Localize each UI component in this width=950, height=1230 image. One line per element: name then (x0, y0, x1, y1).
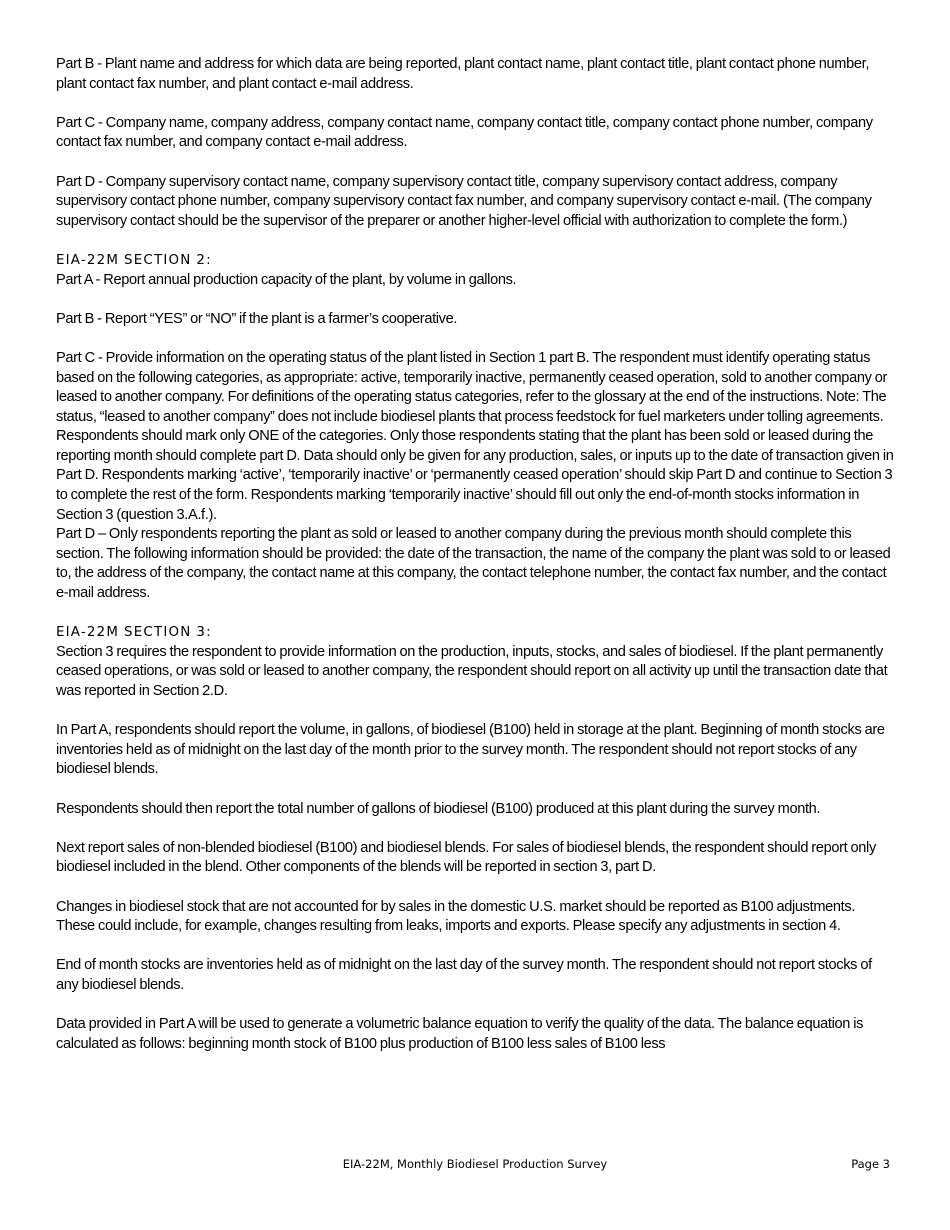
section3-paragraph: Next report sales of non-blended biodiesel (B100) and biodiesel blends. For sales of biodiesel blends, the respondent should report only biodiesel included in the blend. Other components of the blends will be reported in section 3, part D. (56, 839, 876, 876)
page-footer (0, 1157, 950, 1173)
section3-paragraph: End of month stocks are inventories held as of midnight on the last day of the survey month. The respondent should not report stocks of any biodiesel blends. (56, 957, 872, 993)
section1-part-b: Part B - Plant name and address for which data are being reported, plant contact name, plant contact title, plant contact phone number, plant contact fax number, and plant contact e-mail address. (56, 56, 870, 92)
section2-part-d: Part D – Only respondents reporting the plant as sold or leased to another company during the previous month should complete this section. The following information should be provided: the date of the transaction, the name of the company the plant was sold to or leased to, the address of the company, the contact name at this company, the contact telephone number, the contact fax number, and the contact e-mail address. (56, 526, 891, 602)
section3-paragraph: Respondents should then report the total number of gallons of biodiesel (B100) produced at this plant during the survey month. (56, 800, 821, 817)
section2-part-c: Part C - Provide information on the operating status of the plant listed in Section 1 part B. The respondent must identify operating status based on the following categories, as appropriate: active, temporarily inactive, permanently ceased operation, sold to another company or leased to another company. For definitions of the operating status categories, refer to the glossary at the end of the instructions. Note: The status, “leased to another company” does not include biodiesel plants that process feedstock for fuel marketers under tolling agreements. Respondents should mark only ONE of the categories. Only those respondents stating that the plant has been sold or leased during the reporting month should complete part D. Data should only be given for any production, sales, or inputs up to the date of transaction given in Part D. Respondents marking ‘active’, ‘temporarily inactive’ or ‘permanently ceased operation’ should skip Part D and continue to Section 3 to complete the rest of the form. Respondents marking ‘temporarily inactive’ should fill out only the end-of-month stocks information in Section 3 (question 3.A.f.). (56, 349, 894, 523)
section3-paragraph: In Part A, respondents should report the volume, in gallons, of biodiesel (B100) held in storage at the plant. Beginning of month stocks are inventories held as of midnight on the last day of the month prior to the survey month. The respondent should not report stocks of any biodiesel blends. (56, 722, 885, 778)
page-number: Page 3 (851, 1157, 890, 1171)
section2-part-a: Part A - Report annual production capacity of the plant, by volume in gallons. (56, 271, 517, 288)
section3-paragraph: Section 3 requires the respondent to provide information on the production, inputs, stocks, and sales of biodiesel. If the plant permanently ceased operations, or was sold or leased to another company, the respondent should report on all activity up until the transaction date that was reported in Section 2.D. (56, 643, 888, 699)
instructions-body (56, 55, 894, 1054)
section1-part-c: Part C - Company name, company address, company contact name, company contact title, company contact phone number, company contact fax number, and company contact e-mail address. (56, 114, 873, 151)
section3-paragraph: Changes in biodiesel stock that are not accounted for by sales in the domestic U.S. market should be reported as B100 adjustments. These could include, for example, changes resulting from leaks, imports and exports. Please specify any adjustments in section 4. (56, 898, 856, 935)
section3-heading: EIA-22M SECTION 3: (56, 625, 212, 641)
section2-part-b: Part B - Report “YES” or “NO” if the plant is a farmer’s cooperative. (56, 310, 458, 327)
section3-paragraph: Data provided in Part A will be used to generate a volumetric balance equation to verify the quality of the data. The balance equation is calculated as follows: beginning month stock of B100 plus production of B100 less sales of B100 less (56, 1016, 864, 1052)
footer-title: EIA-22M, Monthly Biodiesel Production Survey (342, 1157, 608, 1171)
section2-heading: EIA-22M SECTION 2: (56, 252, 212, 268)
section1-part-d: Part D - Company supervisory contact name, company supervisory contact title, company supervisory contact address, company supervisory contact phone number, company supervisory contact fax number, and company supervisory contact e-mail. (The company supervisory contact should be the supervisor of the preparer or another higher-level official with authorization to complete the form.) (56, 173, 872, 229)
